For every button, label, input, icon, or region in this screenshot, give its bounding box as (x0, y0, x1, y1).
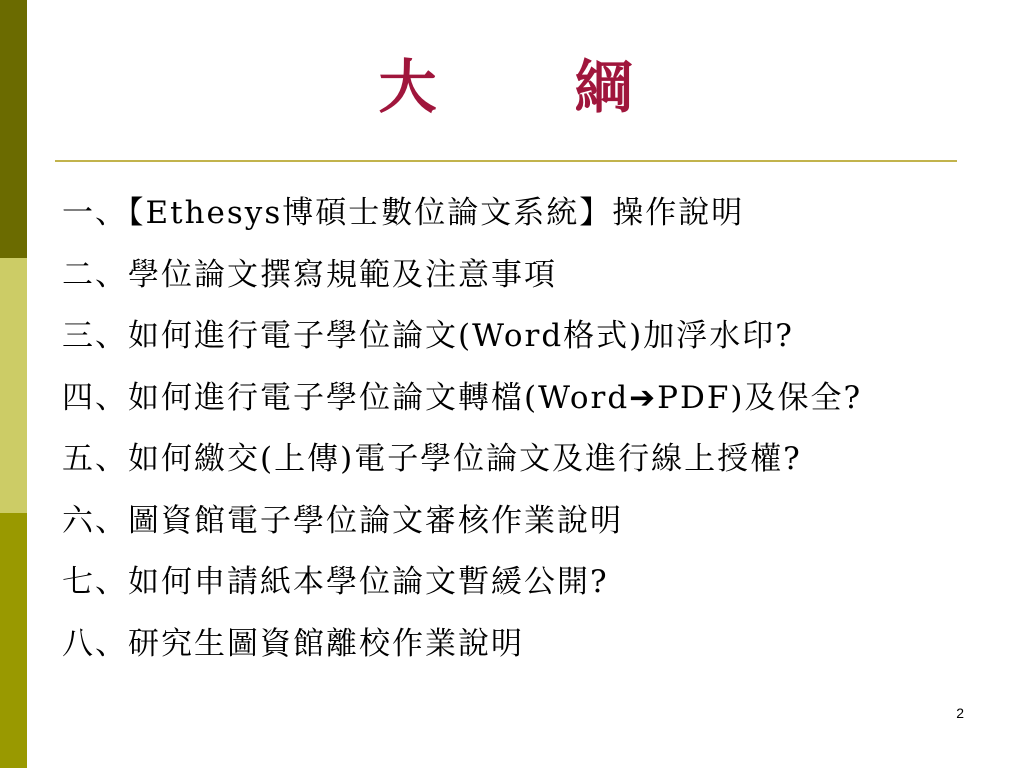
outline-item: 一、【Ethesys博碩士數位論文系統】操作說明 (62, 195, 745, 231)
outline-item: 七、如何申請紙本學位論文暫緩公開? (62, 564, 609, 600)
outline-item: 八、研究生圖資館離校作業說明 (62, 625, 524, 662)
page-number: 2 (956, 705, 964, 721)
outline-item: 二、學位論文撰寫規範及注意事項 (62, 256, 557, 293)
outline-item: 四、如何進行電子學位論文轉檔(Word➔PDF)及保全? (62, 379, 863, 416)
side-bar-segment-bottom (0, 513, 27, 768)
outline-list (62, 183, 862, 675)
side-accent-bar (0, 0, 27, 768)
side-bar-segment-top (0, 0, 27, 258)
side-bar-segment-middle (0, 258, 27, 513)
title-divider (55, 160, 957, 162)
outline-item: 六、圖資館電子學位論文審核作業說明 (62, 502, 623, 539)
outline-item: 三、如何進行電子學位論文(Word格式)加浮水印? (62, 318, 794, 354)
outline-item: 五、如何繳交(上傳)電子學位論文及進行線上授權? (62, 441, 802, 477)
slide-title: 大 綱 (378, 53, 673, 121)
